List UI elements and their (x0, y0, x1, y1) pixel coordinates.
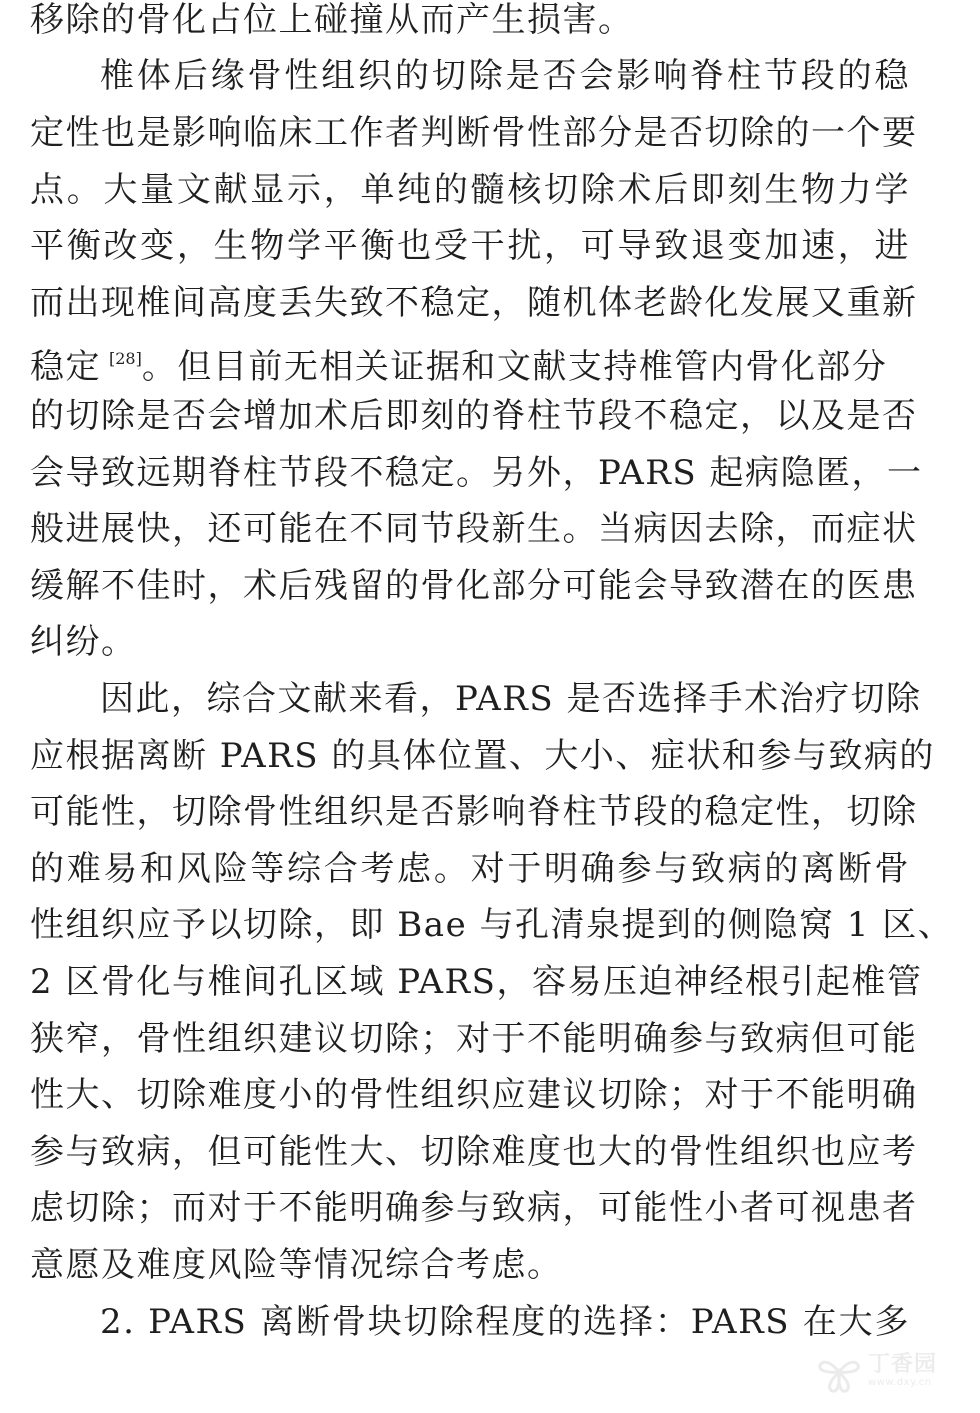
text-line-9: 会导致远期脊柱节段不稳定。另外，PARS 起病隐匿，一 (30, 453, 923, 493)
text-line-17: 性组织应予以切除，即 Bae 与孔清泉提到的侧隐窝 1 区、 (30, 905, 954, 945)
text-line-14: 应根据离断 PARS 的具体位置、大小、症状和参与致病的 (30, 736, 935, 776)
text-line-19: 狭窄，骨性组织建议切除；对于不能明确参与致病但可能 (30, 1019, 918, 1059)
text-line-7 (30, 339, 910, 387)
text-line-20: 性大、切除难度小的骨性组织应建议切除；对于不能明确 (30, 1075, 918, 1115)
dingxiangyuan-logo-icon (812, 1345, 866, 1399)
text-line-8: 的切除是否会增加术后即刻的脊柱节段不稳定，以及是否 (30, 396, 918, 436)
text-line-11: 缓解不佳时，术后残留的骨化部分可能会导致潜在的医患 (30, 566, 918, 606)
text-line-1: 移除的骨化占位上碰撞从而产生损害。 (30, 0, 634, 40)
watermark (812, 1343, 962, 1403)
text-line-3: 定性也是影响临床工作者判断骨性部分是否切除的一个要 (30, 113, 918, 153)
text-line-23: 意愿及难度风险等情况综合考虑。 (30, 1245, 563, 1285)
watermark-text: 丁香园 (868, 1352, 938, 1377)
citation-ref: [28] (109, 349, 142, 368)
text-line-21: 参与致病，但可能性大、切除难度也大的骨性组织也应考 (30, 1132, 918, 1172)
text-line-5: 平衡改变，生物学平衡也受干扰，可导致退变加速，进 (30, 226, 910, 266)
text-line-24: 2. PARS 离断骨块切除程度的选择：PARS 在大多 (100, 1302, 910, 1342)
text-line-18: 2 区骨化与椎间孔区域 PARS，容易压迫神经根引起椎管 (30, 962, 923, 1002)
text-line-4: 点。大量文献显示，单纯的髓核切除术后即刻生物力学 (30, 170, 910, 210)
text-segment: 。但目前无相关证据和文献支持椎管内骨化部分 (141, 347, 888, 387)
text-line-6: 而出现椎间高度丢失致不稳定，随机体老龄化发展又重新 (30, 283, 918, 323)
text-line-16: 的难易和风险等综合考虑。对于明确参与致病的离断骨 (30, 849, 910, 889)
text-line-10: 般进展快，还可能在不同节段新生。当病因去除，而症状 (30, 509, 918, 549)
text-line-13: 因此，综合文献来看，PARS 是否选择手术治疗切除 (100, 679, 922, 719)
watermark-url: www.dxy.cn (868, 1377, 932, 1388)
text-line-22: 虑切除；而对于不能明确参与致病，可能性小者可视患者 (30, 1188, 918, 1228)
text-line-2: 椎体后缘骨性组织的切除是否会影响脊柱节段的稳 (100, 56, 910, 96)
text-line-12: 纠纷。 (30, 622, 137, 662)
text-segment: 稳定 (30, 347, 101, 387)
text-line-15: 可能性，切除骨性组织是否影响脊柱节段的稳定性，切除 (30, 792, 918, 832)
